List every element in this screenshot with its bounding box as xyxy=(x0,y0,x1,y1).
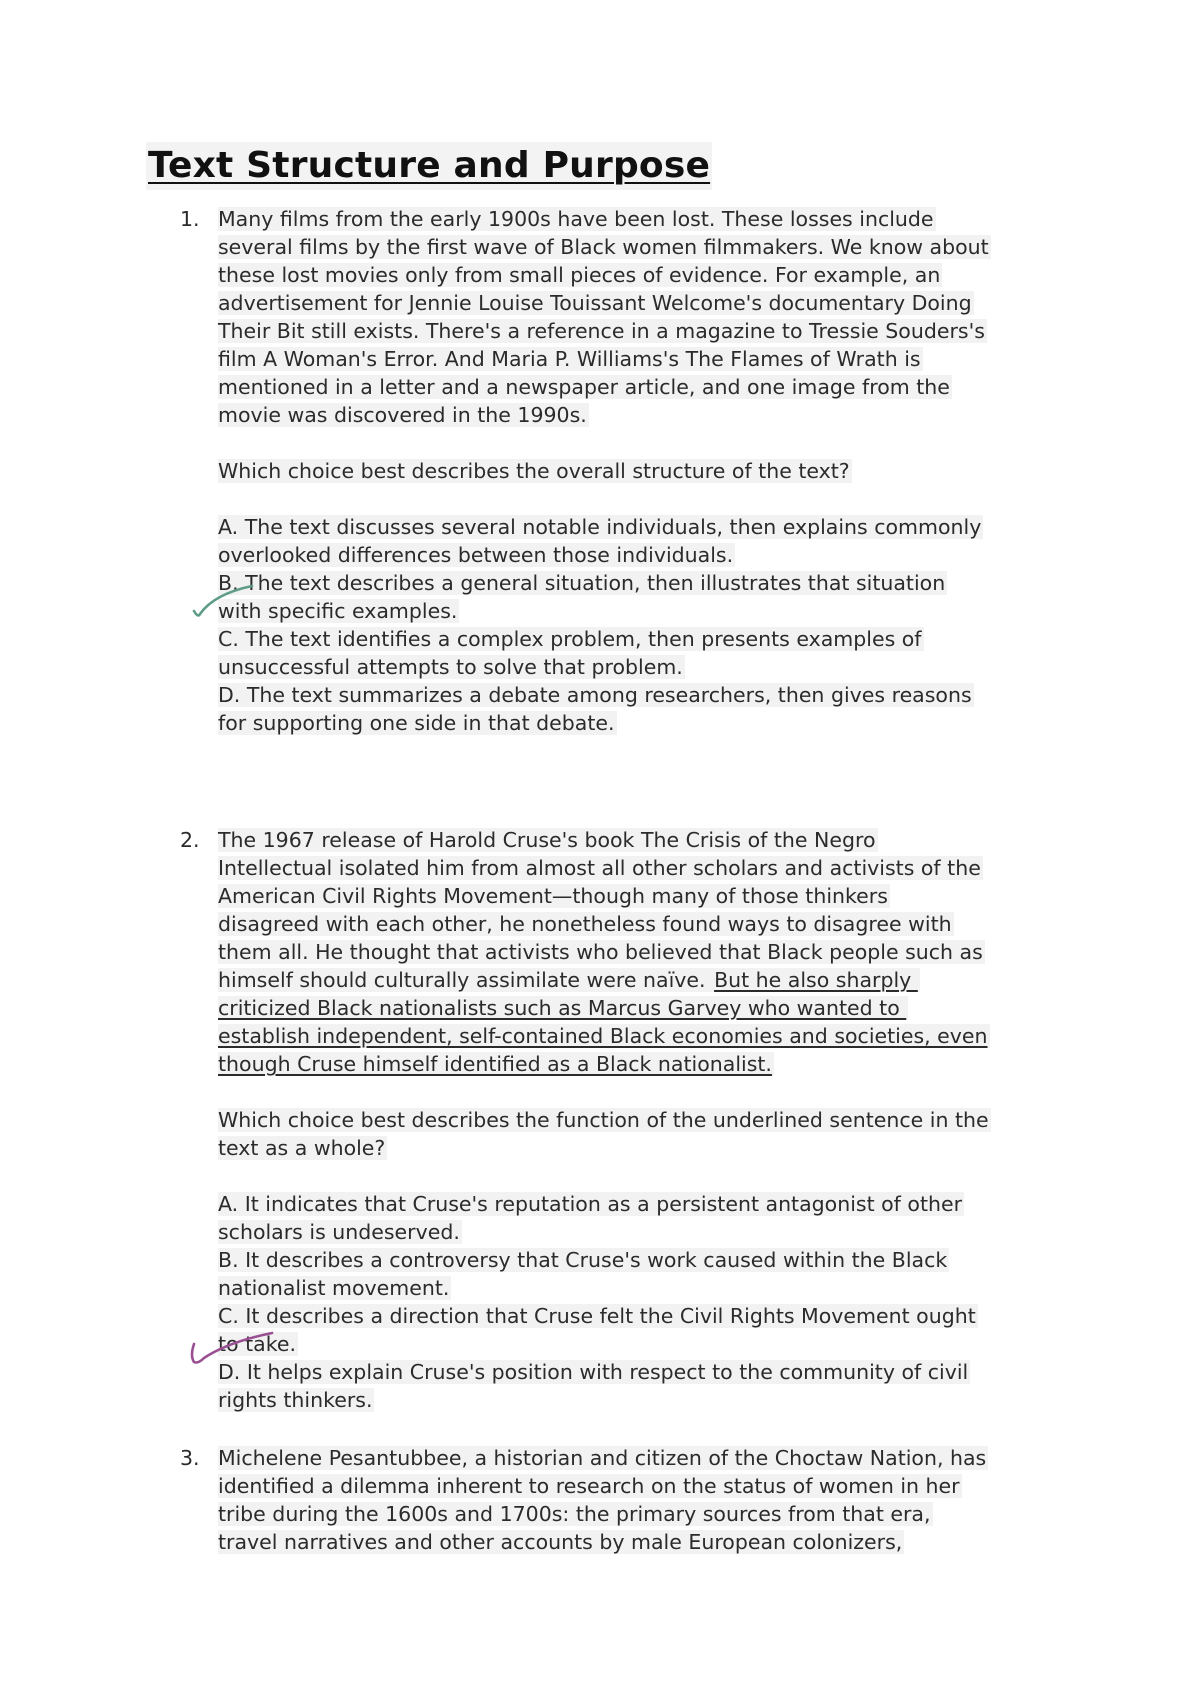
question-2-underlined-sentence: But he also sharply xyxy=(714,968,918,992)
question-2-choice-a-cont: scholars is undeserved. xyxy=(218,1220,460,1244)
question-2-choice-b: B. It describes a controversy that Cruse's work caused within the Black xyxy=(218,1248,948,1272)
question-1-passage-line: advertisement for Jennie Louise Touissant Welcome's documentary Doing xyxy=(218,291,972,315)
document-title: Text Structure and Purpose xyxy=(146,142,712,190)
question-2-choice-c: C. It describes a direction that Cruse felt the Civil Rights Movement ought xyxy=(218,1304,976,1328)
checkmark-q1-stroke xyxy=(194,586,252,615)
question-1-choice-c-cont: unsuccessful attempts to solve that problem. xyxy=(218,655,683,679)
question-1-passage-line: these lost movies only from small pieces of evidence. For example, an xyxy=(218,263,941,287)
question-3 xyxy=(218,1444,1068,1556)
question-2-passage-line: them all. He thought that activists who believed that Black people such as xyxy=(218,940,983,964)
question-3-passage-line: tribe during the 1600s and 1700s: the primary sources from that era, xyxy=(218,1502,931,1526)
question-1-passage-line: movie was discovered in the 1990s. xyxy=(218,403,587,427)
question-1-choice-d-cont: for supporting one side in that debate. xyxy=(218,711,615,735)
question-1-choice-d: D. The text summarizes a debate among researchers, then gives reasons xyxy=(218,683,972,707)
handwritten-checkmark-icon xyxy=(188,1328,278,1378)
question-1-passage-line: Their Bit still exists. There's a reference in a magazine to Tressie Souders's xyxy=(218,319,985,343)
question-3-passage-line: Michelene Pesantubbee, a historian and citizen of the Choctaw Nation, has xyxy=(218,1446,987,1470)
question-2-choice-d: D. It helps explain Cruse's position with respect to the community of civil xyxy=(218,1360,969,1384)
question-2 xyxy=(218,826,1068,1414)
question-2-number: 2. xyxy=(180,828,200,852)
question-2-underlined-sentence: though Cruse himself identified as a Black nationalist. xyxy=(218,1052,772,1076)
question-1-passage-line: several films by the first wave of Black women filmmakers. We know about xyxy=(218,235,989,259)
question-1-choice-a: A. The text discusses several notable individuals, then explains commonly xyxy=(218,515,982,539)
question-2-choice-c-cont: to take. xyxy=(218,1332,296,1356)
question-2-passage-line: himself should culturally assimilate were naïve. xyxy=(218,968,713,992)
question-2-passage-line: The 1967 release of Harold Cruse's book The Crisis of the Negro xyxy=(218,828,876,852)
question-3-number: 3. xyxy=(180,1446,200,1470)
question-1-prompt: Which choice best describes the overall structure of the text? xyxy=(218,459,850,483)
handwritten-checkmark-icon xyxy=(190,578,260,628)
question-1-passage-line: Many films from the early 1900s have been lost. These losses include xyxy=(218,207,934,231)
question-1-choice-b-cont: with specific examples. xyxy=(218,599,458,623)
question-3-passage-line: identified a dilemma inherent to research on the status of women in her xyxy=(218,1474,960,1498)
question-2-passage-line: disagreed with each other, he nonetheless found ways to disagree with xyxy=(218,912,952,936)
question-1-choice-a-cont: overlooked differences between those individuals. xyxy=(218,543,734,567)
question-2-choice-a: A. It indicates that Cruse's reputation as a persistent antagonist of other xyxy=(218,1192,963,1216)
question-2-underlined-sentence: establish independent, self-contained Black economies and societies, even xyxy=(218,1024,988,1048)
question-2-prompt-cont: text as a whole? xyxy=(218,1136,386,1160)
checkmark-q2-stroke xyxy=(192,1333,272,1363)
question-1-choice-c: C. The text identifies a complex problem, then presents examples of xyxy=(218,627,922,651)
question-2-choice-d-cont: rights thinkers. xyxy=(218,1388,373,1412)
question-3-passage-line: travel narratives and other accounts by male European colonizers, xyxy=(218,1530,903,1554)
question-2-choice-b-cont: nationalist movement. xyxy=(218,1276,450,1300)
question-1-passage-line: film A Woman's Error. And Maria P. Williams's The Flames of Wrath is xyxy=(218,347,921,371)
question-1-choice-b: B. The text describes a general situation, then illustrates that situation xyxy=(218,571,946,595)
question-2-passage-line: American Civil Rights Movement—though many of those thinkers xyxy=(218,884,888,908)
question-2-prompt: Which choice best describes the function of the underlined sentence in the xyxy=(218,1108,989,1132)
question-2-underlined-sentence: criticized Black nationalists such as Marcus Garvey who wanted to xyxy=(218,996,907,1020)
question-1-number: 1. xyxy=(180,207,200,231)
question-1-passage-line: mentioned in a letter and a newspaper article, and one image from the xyxy=(218,375,950,399)
question-2-passage-line: Intellectual isolated him from almost all other scholars and activists of the xyxy=(218,856,981,880)
question-1 xyxy=(218,205,1068,737)
